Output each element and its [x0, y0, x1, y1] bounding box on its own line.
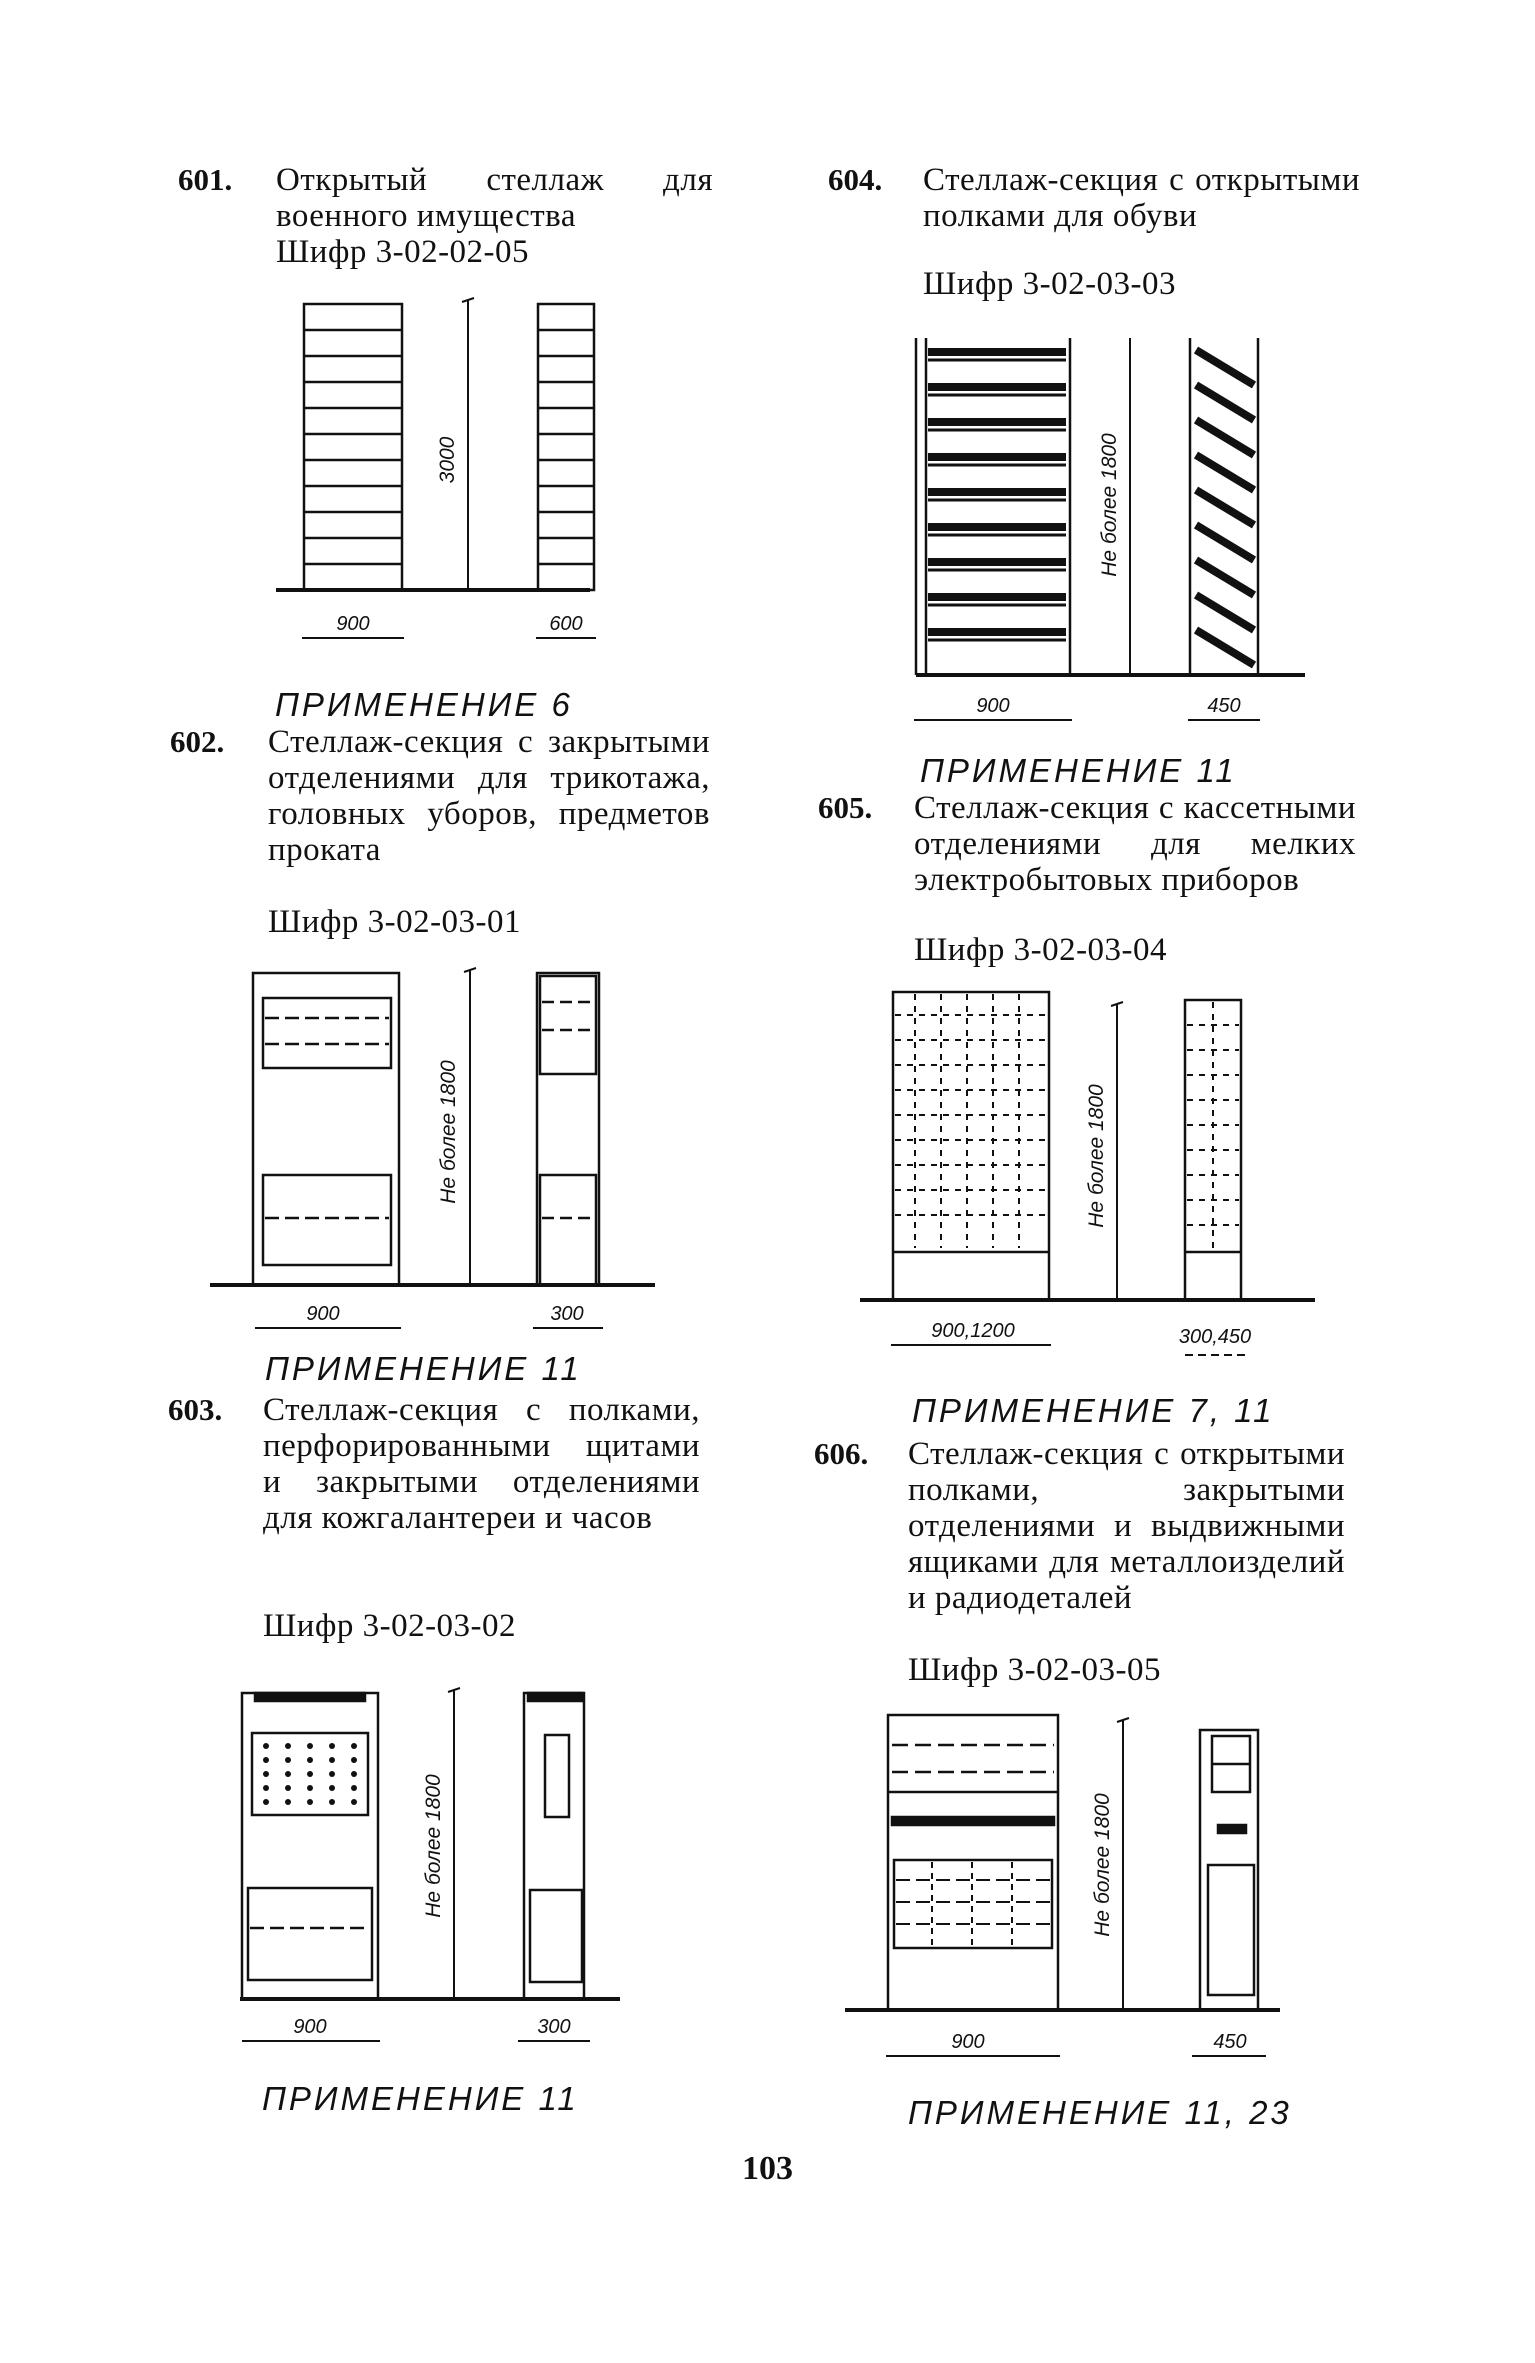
page-number: 103 [742, 2150, 793, 2187]
application-601: ПРИМЕНЕНИЕ 6 [275, 686, 573, 723]
entry-title-603: Стеллаж-секция с полками, перфорированными щитами и закрытыми отделениями для кожгалантереи и часов [263, 1392, 700, 1536]
entry-number-602: 602. [170, 724, 225, 759]
height-label-603: Не более 1800 [422, 1774, 445, 1918]
entry-code-603: Шифр 3-02-03-02 [263, 1608, 517, 1644]
entry-number-605: 605. [818, 790, 873, 825]
height-label-601: 3000 [436, 436, 459, 484]
figure-606 [840, 1700, 1290, 2080]
application-605: ПРИМЕНЕНИЕ 7, 11 [912, 1392, 1275, 1429]
application-606: ПРИМЕНЕНИЕ 11, 23 [908, 2094, 1292, 2131]
height-label-602: Не более 1800 [437, 1060, 460, 1204]
entry-number-604: 604. [828, 162, 883, 197]
entry-title-605: Стеллаж-секция с кассетными отделениями для мелких электробытовых приборов [914, 790, 1356, 898]
width-label-602: 900 [306, 1303, 340, 1325]
entry-code-602: Шифр 3-02-03-01 [268, 904, 522, 940]
depth-label-604: 450 [1207, 695, 1241, 717]
entry-code-601: Шифр 3-02-02-05 [276, 234, 530, 270]
entry-number-601: 601. [178, 162, 233, 197]
height-label-604: Не более 1800 [1098, 433, 1121, 577]
width-label-603: 900 [293, 2016, 327, 2038]
height-label-605: Не более 1800 [1085, 1084, 1108, 1228]
application-604: ПРИМЕНЕНИЕ 11 [920, 752, 1237, 789]
entry-code-604: Шифр 3-02-03-03 [923, 266, 1177, 302]
depth-label-602: 300 [550, 1303, 584, 1325]
entry-title-606: Стеллаж-секция с открытыми полками, закрытыми отделениями и выдвижными ящиками для металлоизделий и радиодеталей [908, 1436, 1345, 1616]
depth-label-601: 600 [549, 613, 583, 635]
entry-number-603: 603. [168, 1392, 223, 1427]
figure-601 [240, 290, 660, 660]
entry-title-604: Стеллаж-секция с открытыми полками для обуви [923, 162, 1360, 234]
application-602: ПРИМЕНЕНИЕ 11 [265, 1350, 582, 1387]
figure-605 [855, 990, 1325, 1360]
depth-label-605: 300,450 [1178, 1326, 1252, 1348]
entry-title-601: Открытый стеллаж для военного имущества [276, 162, 713, 234]
entry-code-605: Шифр 3-02-03-04 [914, 932, 1168, 968]
figure-604 [900, 330, 1320, 730]
width-label-601: 900 [336, 613, 370, 635]
width-label-606: 900 [951, 2031, 985, 2053]
height-label-606: Не более 1800 [1091, 1793, 1114, 1937]
width-label-604: 900 [976, 695, 1010, 717]
depth-label-603: 300 [537, 2016, 571, 2038]
depth-label-606: 450 [1213, 2031, 1247, 2053]
figure-603 [230, 1680, 630, 2050]
application-603: ПРИМЕНЕНИЕ 11 [262, 2080, 579, 2117]
width-label-605: 900,1200 [931, 1320, 1015, 1342]
entry-code-606: Шифр 3-02-03-05 [908, 1652, 1162, 1688]
entry-number-606: 606. [814, 1436, 869, 1471]
entry-title-602: Стеллаж-секция с закрытыми отделениями для трикотажа, головных уборов, предметов проката [268, 724, 710, 868]
figure-602 [205, 960, 665, 1340]
